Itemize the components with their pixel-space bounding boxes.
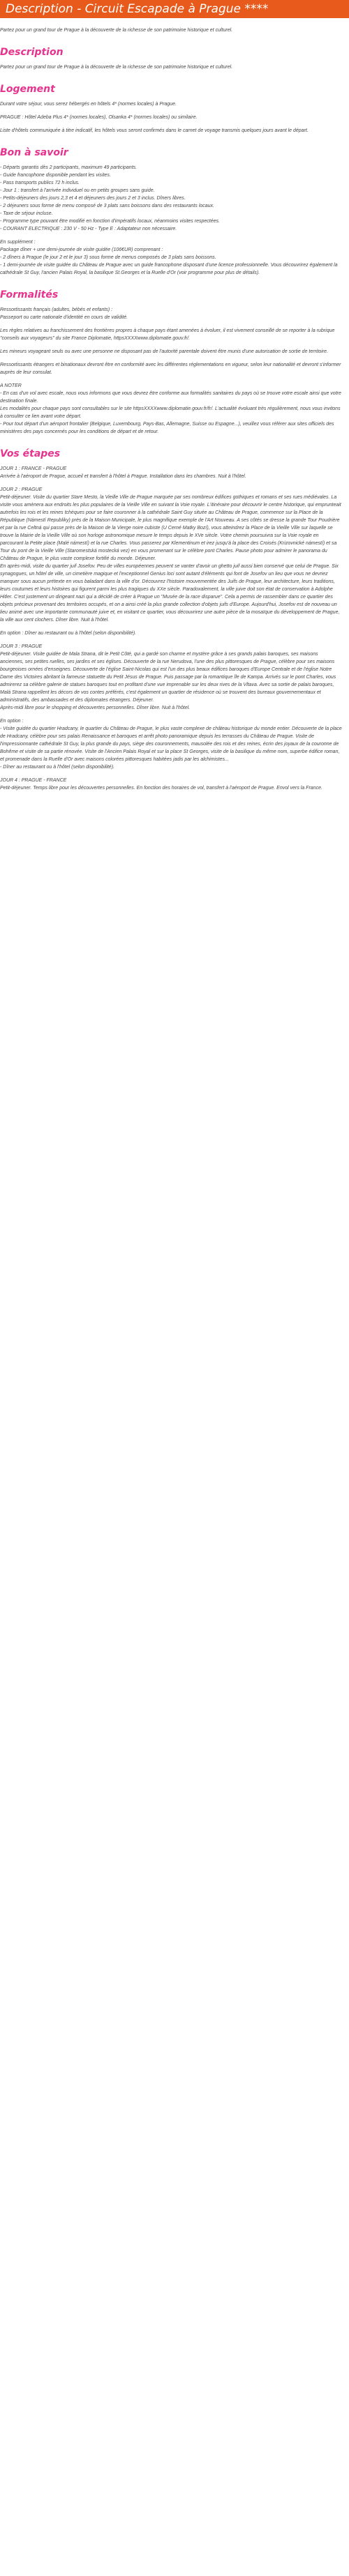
header-bar	[0, 0, 349, 18]
description-text: Partez pour un grand tour de Prague à la découverte de la richesse de son patrimoine historique et culturel.	[0, 65, 233, 70]
list-item: - Départs garantis dès 2 participants, maximum 49 participants.	[0, 165, 138, 170]
jour-4-text: JOUR 4 : PRAGUE - FRANCE Petit-déjeuner. Temps libre pour les découvertes personnelles. En fonction des horaires de vol, transfert à l'aéroport de Prague. Envol vers la France.	[0, 778, 322, 791]
formalites-text-4: Ressortissants étrangers et binationaux devront être en conformité avec les différentes réglementations en vigueur, selon leur nationalité et devront s'informer auprès de leur consulat.	[0, 363, 341, 375]
list-item: - Jour 1 : transfert à l'arrivée individuel ou en petits groupes sans guide.	[0, 188, 155, 193]
main-content	[0, 18, 349, 805]
bon-a-savoir-list	[0, 164, 342, 233]
formalites-text-1: Ressortissants français (adultes, bébés et enfants) : Passeport ou carte nationale d'identité en cours de validité.	[0, 307, 128, 320]
intro-text: Partez pour un grand tour de Prague à la découverte de la richesse de son patrimoine historique et culturel.	[0, 28, 233, 33]
list-item: - Petits-déjeuners des jours 2,3 et 4 et déjeuners des jours 2 et 3 inclus. Dîners libres.	[0, 196, 186, 201]
page-title: Description - Circuit Escapade à Prague ****	[6, 2, 269, 16]
logement-text-3: Liste d'hôtels communiquée à titre indicatif, les hôtels vous seront confirmés dans le carnet de voyage transmis quelques jours avant le départ.	[0, 128, 309, 133]
list-item: A NOTER	[0, 383, 22, 388]
description-heading: Description	[0, 47, 64, 58]
list-item: En supplément :	[0, 240, 36, 245]
jour-1-text: JOUR 1 : FRANCE - PRAGUE Arrivée à l'aéroport de Prague, accueil et transfert à l'hôtel à Prague. Installation dans les chambres. Nuit à l'hôtel.	[0, 466, 246, 479]
list-item: - Pour tout départ d'un aéroport frontalier (Belgique, Luxembourg, Pays-Bas, Allemagne, Suisse ou Espagne...), veuillez vous référer aux sites officiels des ministères des pays concernés pour les conditions de départ et de retour.	[0, 422, 334, 434]
list-item: Package dîner + une demi-journée de visite guidée (106€UR) comprenant :	[0, 247, 163, 252]
list-item: - 2 dîners à Prague (le jour 2 et le jour 3) sous forme de menus composés de 3 plats sans boissons.	[0, 255, 216, 260]
list-item: - Programme type pouvant être modifié en fonction d'impératifs locaux, néanmoins visites respectées.	[0, 219, 220, 224]
supplement-list	[0, 238, 342, 277]
list-item: - 1 demi-journée de visite guidée du Château de Prague avec un guide francophone disposant d'une licence professionnelle. Vous découvrirez également la cathédrale St Guy, l'ancien Palais Royal, la basilique St.Georges et la Ruelle d'Or (voir programme pour plus de détails).	[0, 263, 338, 275]
jour-2-option: En option : Dîner au restaurant ou à l'hôtel (selon disponibilité).	[0, 631, 137, 636]
jour-3-text: JOUR 3 : PRAGUE Petit-déjeuner. Visite guidée de Mala Strana, dit le Petit Côté, qui a gardé son charme et mystère grâce à ses grands palais baroques, ses maisons anciennes, ses petites ruelles, ses jardins et ses églises. Découverte de la rue Nerudova, l'une des plus pittoresques de Prague, célèbre pour ses maisons bourgeoises ornées d'enseignes. Découverte de l'église Saint-Nicolas qui est l'un des plus beaux édifices baroques d'Europe Centrale et de l'église Notre Dame des Victoires abritant la fameuse statuette du Petit Jésus de Prague. Puis passage par la romantique île de Kampa. Arrivés sur le pont Charles, vous admirerez sa célèbre galerie de statues baroques tout en profitant d'une vue imprenable sur les deux rives de la Vltava. Avec sa sortie de palais baroques, Malá Strana rappellent les décors de vos contes préférés, c'est également un quartier de résidence où se trouvent des bureaux gouvernementaux et administratifs, des ambassades et des diplomates étrangers. Déjeuner. Après-midi libre pour le shopping et découvertes personnelles. Dîner libre. Nuit à l'hôtel.	[0, 644, 336, 710]
logement-text-2: PRAGUE : Hôtel Adeba Plus 4* (normes locales), Olsanka 4* (normes locales) ou similaire.	[0, 115, 198, 120]
formalites-heading: Formalités	[0, 289, 59, 300]
formalites-text-3: Les mineurs voyageant seuls ou avec une personne ne disposant pas de l'autorité parentale doivent être munis d'une autorisation de sortie de territoire.	[0, 349, 329, 354]
formalites-text-2: Les règles relatives au franchissement des frontières propres à chaque pays étant amenées à évoluer, il est vivement conseillé de se reporter à la rubrique "conseils aux voyageurs" du site France Diplomatie, httpsXXXXwww.diplomatie.gouv.fr/.	[0, 328, 335, 341]
a-noter-list	[0, 382, 342, 436]
list-item: - Guide francophone disponible pendant les visites.	[0, 173, 111, 178]
jour-2-text: JOUR 2 : PRAGUE Petit-déjeuner. Visite du quartier Stare Mesto, la Vieille Ville de Prague marquée par ses nombreux édifices gothiques et romans et ses rues médiévales. La visite vous amènera aux endroits les plus populaires de la Vieille Ville en suivant la Voie royale. L'itinéraire pour découvrir le centre historique, qui emprunteait autrefois les rois et les reines tchèques pour se faire couronner à la cathédrale Saint Guy située au Château de Prague, commence sur la Place de la République (Námestí Republiky) près de la Maison Municipale, le plus magnifique exemple de l'Art Nouveau. A ses côtés se dresse la grande Tour Poudrière et par la rue Celtná qui passe près de la Maison de la Vierge noire cubiste (U Cerné Matky Bozí), vous atteindrez la Place de la Vieille Ville sur laquelle se trouve la Mairie de la Vieille Ville où son horloge astronomique mesure le temps depuis le XVe siècle. Votre chemin poursuivra sur la Voie royale en parcourant la Petite place (Malé námestí) et la rue Charles. Vous passerez par Klementinum et irez jusqu'à la place des Croisés (Krizovnické námestí) et sa Tour du pont de la Vieille Ville (Staromestská mostecká vez) en vous promenant sur le célèbre pont Charles. Pause photo pour admirer le panorama du Château de Prague, le plus vaste complexe fortifié du monde. Déjeuner. En après-midi, visite du quartier juif Josefov. Peu de villes européennes peuvent se vanter d'avoir un ghetto juif aussi bien conservé que celui de Prague. Six synagogues, un hôtel de ville, un cimetière magique et l'exceptionnel Genius loci sont autant d'éléments qui font de Josefov un lieu que vous ne devriez manquer sous aucun prétexte en vous baladant dans la ville d'or. Découvrez l'histoire mouvementée des Juifs de Prague, leur architecture, leurs traditions, leurs coutumes et leurs histoires qui figurent parmi les plus tragiques du XXe siècle. Paradoxalement, la ville juive doit son état de conservation à Adolphe Hitler. C'est justement un dirigeant nazi qui a décidé de créer à Prague un "Musée de la race disparue". Cela a permis de rassembler dans ce quartier des objets précieux provenant des territoires occupés, et on a ainsi créé la plus grande collection d'objets juifs d'Europe. Aujourd'hui, Josefov est de nouveau un lieu animé avec une importante communauté juive et, en visitant ce quartier, vous découvrirez une autre pièce de la mosaïque du développement de Prague, la ville aux cent clochers. Dîner libre. Nuit à l'hôtel.	[0, 487, 341, 623]
logement-text-1: Durant votre séjour, vous serez hébergés en hôtels 4* (normes locales) à Prague.	[0, 102, 177, 107]
etapes-heading: Vos étapes	[0, 448, 61, 459]
list-item: - Taxe de séjour incluse.	[0, 211, 53, 216]
list-item: Les modalités pour chaque pays sont consultables sur le site httpsXXXXwww.diplomatie.gouv.fr/fr/. L'actualité évoluant très régulièrement, nous vous invitons à consulter ce lien avant votre départ.	[0, 406, 341, 419]
jour-3-option: En option : - Visite guidée du quartier Hradcany, le quartier du Château de Prague, le plus vaste complexe de château historique du monde entier. Découverte de la place de Hradcany, célèbre pour ses palais Renaissance et baroques et arrêt photo panoramique depuis les terrasses du Château de Prague. Visite de l'impressionnante cathédrale St Guy, la plus grande du pays, siège des couronnements, mausolée des rois et des reines, écrin des joyaux de la couronne de Bohême et visite de sa partie rénovée. Visite de l'Ancien Palais Royal et sur la place St Georges, visite de la basilique du même nom, superbe édifice roman, et promenade dans la Ruelle d'Or avec maisons colorées pittoresques habitées jadis par les alchimistes... - Dîner au restaurant ou à l'hôtel (selon disponibilité).	[0, 719, 342, 770]
list-item: - 2 déjeuners sous forme de menu composé de 3 plats sans boissons dans des restaurants locaux.	[0, 204, 215, 208]
logement-heading: Logement	[0, 84, 55, 95]
bon-a-savoir-heading: Bon à savoir	[0, 147, 68, 158]
list-item: - Pass transports publics 72 h inclus.	[0, 181, 80, 185]
list-item: - En cas d'un vol avec escale, nous vous informons que vous devrez être conforme aux formalités sanitaires du pays où se trouve votre escale ainsi que votre destination finale.	[0, 391, 341, 404]
list-item: - COURANT ELECTRIQUE : 230 V - 50 Hz - Type E : Adaptateur non nécessaire.	[0, 227, 177, 231]
